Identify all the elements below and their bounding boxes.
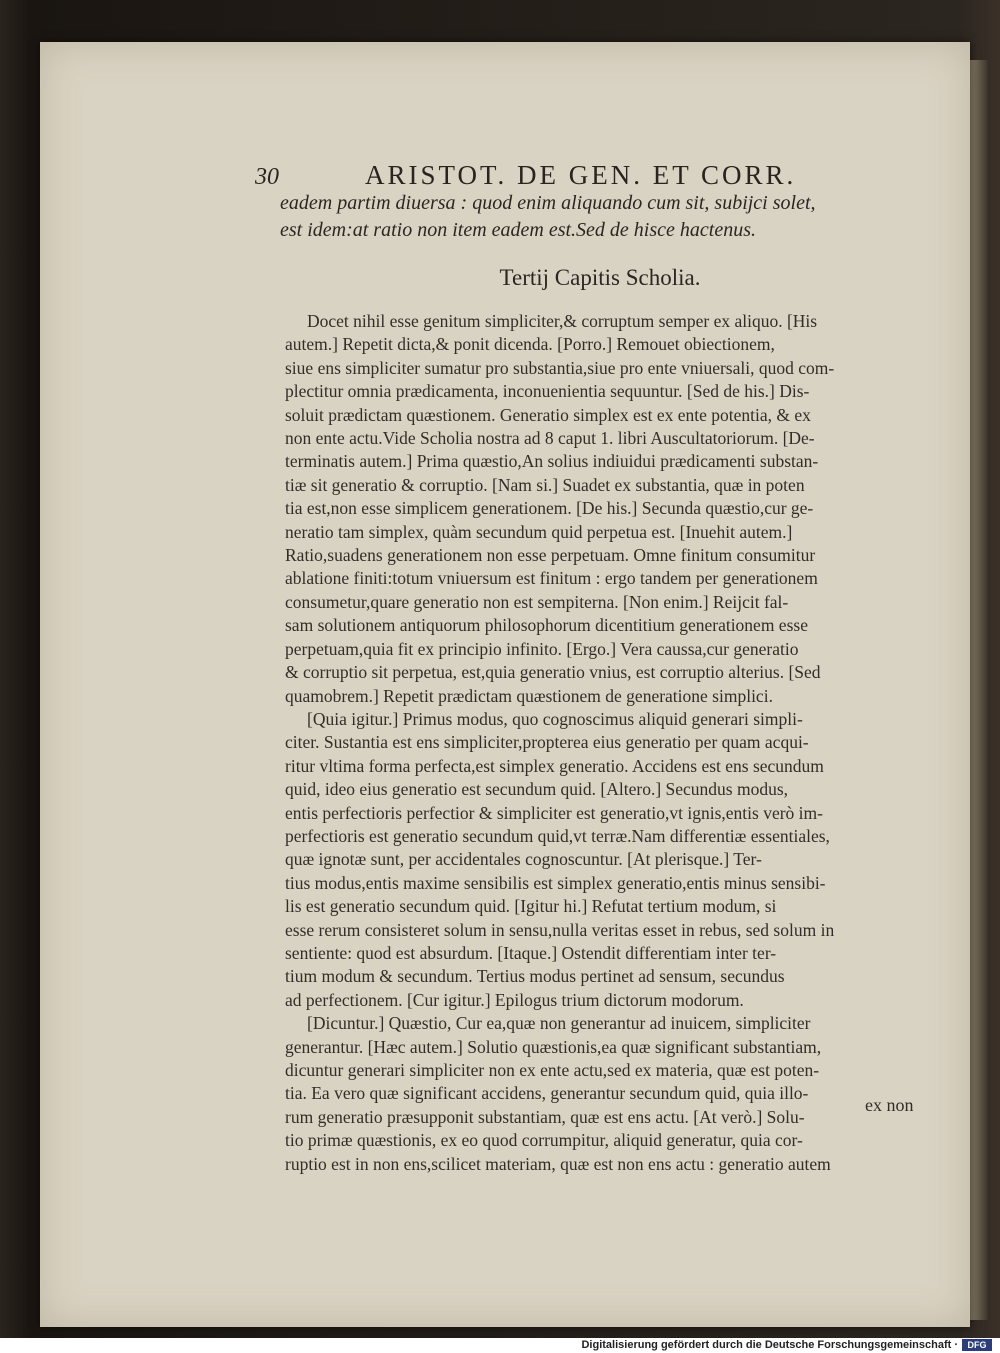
scholia-line: perpetuam,quia fit ex principio infinito. [Ergo.] Vera caussa,cur generatio — [285, 638, 799, 659]
scholia-line: [Dicuntur.] Quæstio, Cur ea,quæ non generantur ad inuicem, simpliciter — [307, 1013, 811, 1034]
scholia-line: ablatione finiti:totum vniuersum est finitum : ergo tandem per generationem — [285, 568, 818, 589]
scholia-text — [285, 310, 935, 1176]
scholia-line: quid, ideo eius generatio est secundum quid. [Altero.] Secundus modus, — [285, 779, 789, 800]
scholia-line: & corruptio sit perpetua, est,quia generatio vnius, est corruptio alterius. [Sed — [285, 662, 821, 683]
scholia-line: tia. Ea vero quæ significant accidens, generantur secundum quid, quia illo- — [285, 1083, 809, 1104]
scholia-line: Ratio,suadens generationem non esse perpetuam. Omne finitum consumitur — [285, 545, 816, 566]
scholia-line: sentiente: quod est absurdum. [Itaque.] Ostendit differentiam inter ter- — [285, 942, 777, 963]
scholia-line: tiæ sit generatio & corruptio. [Nam si.] Suadet ex substantia, quæ in poten — [285, 474, 805, 495]
funding-credit: Digitalisierung gefördert durch die Deutsche Forschungsgemeinschaft · — [581, 1339, 958, 1351]
scholia-line: perfectioris est generatio secundum quid,vt terræ.Nam differentiæ essentiales, — [285, 825, 830, 846]
page-edge — [970, 60, 988, 1320]
scholia-line: entis perfectioris perfectior & simpliciter est generatio,vt ignis,entis verò im- — [285, 802, 823, 823]
section-title: Tertij Capitis Scholia. — [499, 265, 701, 290]
scholia-line: neratio tam simplex, quàm secundum quid perpetua est. [Inuehit autem.] — [285, 521, 793, 542]
scholia-line: ritur vltima forma perfecta,est simplex generatio. Accidens est ens secundum — [285, 755, 824, 776]
scholia-line: non ente actu.Vide Scholia nostra ad 8 caput 1. libri Auscultatoriorum. [De- — [285, 428, 815, 449]
scholia-line: citer. Sustantia est ens simpliciter,propterea eius generatio per quam acqui- — [285, 732, 809, 753]
scholia-line: autem.] Repetit dicta,& ponit dicenda. [Porro.] Remouet obiectionem, — [285, 334, 775, 355]
scholia-line: esse rerum consisteret solum in sensu,nulla veritas esset in rebus, sed solum in — [285, 919, 835, 940]
scholia-line: generantur. [Hæc autem.] Solutio quæstionis,ea quæ significant substantiam, — [285, 1036, 822, 1057]
scholia-line: quæ ignotæ sunt, per accidentales cognoscuntur. [At plerisque.] Ter- — [285, 849, 762, 870]
scholia-line: dicuntur generari simpliciter non ex ente actu,sed ex materia, quæ est poten- — [285, 1060, 820, 1080]
scholia-line: ruptio est in non ens,scilicet materiam, quæ est non ens actu : generatio autem — [285, 1153, 831, 1174]
scholia-line: plectitur omnia prædicamenta, inconuenientia sequuntur. [Sed de his.] Dis- — [285, 381, 810, 402]
page-number: 30 — [255, 164, 279, 190]
scholia-line: tio primæ quæstionis, ex eo quod corrumpitur, aliquid generatur, quia cor- — [285, 1130, 803, 1151]
scholia-line: consumetur,quare generatio non est sempiterna. [Non enim.] Reijcit fal- — [285, 591, 789, 612]
catchword: ex non — [865, 1095, 914, 1115]
scholia-line: ad perfectionem. [Cur igitur.] Epilogus trium dictorum modorum. — [285, 989, 744, 1010]
scholia-line: tium modum & secundum. Tertius modus pertinet ad sensum, secundus — [285, 966, 785, 987]
scholia-line: rum generatio præsupponit substantiam, quæ est ens actu. [At verò.] Solu- — [285, 1106, 805, 1127]
scholia-line: tia est,non esse simplicem generationem. [De his.] Secunda quæstio,cur ge- — [285, 498, 814, 519]
running-title: ARISTOT. DE GEN. ET CORR. — [365, 160, 797, 190]
scholia-line: terminatis autem.] Prima quæstio,An solius indiuidui prædicamenti substan- — [285, 451, 819, 472]
footer-bar — [0, 1338, 1000, 1353]
scholia-line: soluit prædictam quæstionem. Generatio simplex est ex ente potentia, & ex — [285, 404, 811, 425]
dfg-logo-icon: DFG — [962, 1339, 992, 1351]
scholia-line: Docet nihil esse genitum simpliciter,& corruptum semper ex aliquo. [His — [307, 311, 818, 331]
scholia-line: sam solutionem antiquorum philosophorum dicentitium generationem esse — [285, 615, 808, 636]
scholia-line: lis est generatio secundum quid. [Igitur hi.] Refutat tertium modum, si — [285, 896, 777, 917]
text-line: eadem partim diuersa : quod enim aliquando cum sit, subijci solet, — [280, 192, 816, 214]
text-line: est idem:at ratio non item eadem est.Sed de hisce hactenus. — [280, 219, 756, 241]
scholia-line: [Quia igitur.] Primus modus, quo cognoscimus aliquid generari simpli- — [307, 708, 803, 729]
main-text — [280, 190, 940, 244]
scholia-line: siue ens simpliciter sumatur pro substantia,siue pro ente vniuersali, quod com- — [285, 357, 835, 378]
scholia-line: quamobrem.] Repetit prædictam quæstionem de generatione simplici. — [285, 685, 773, 706]
scholia-line: tius modus,entis maxime sensibilis est simplex generatio,entis minus sensibi- — [285, 872, 826, 893]
